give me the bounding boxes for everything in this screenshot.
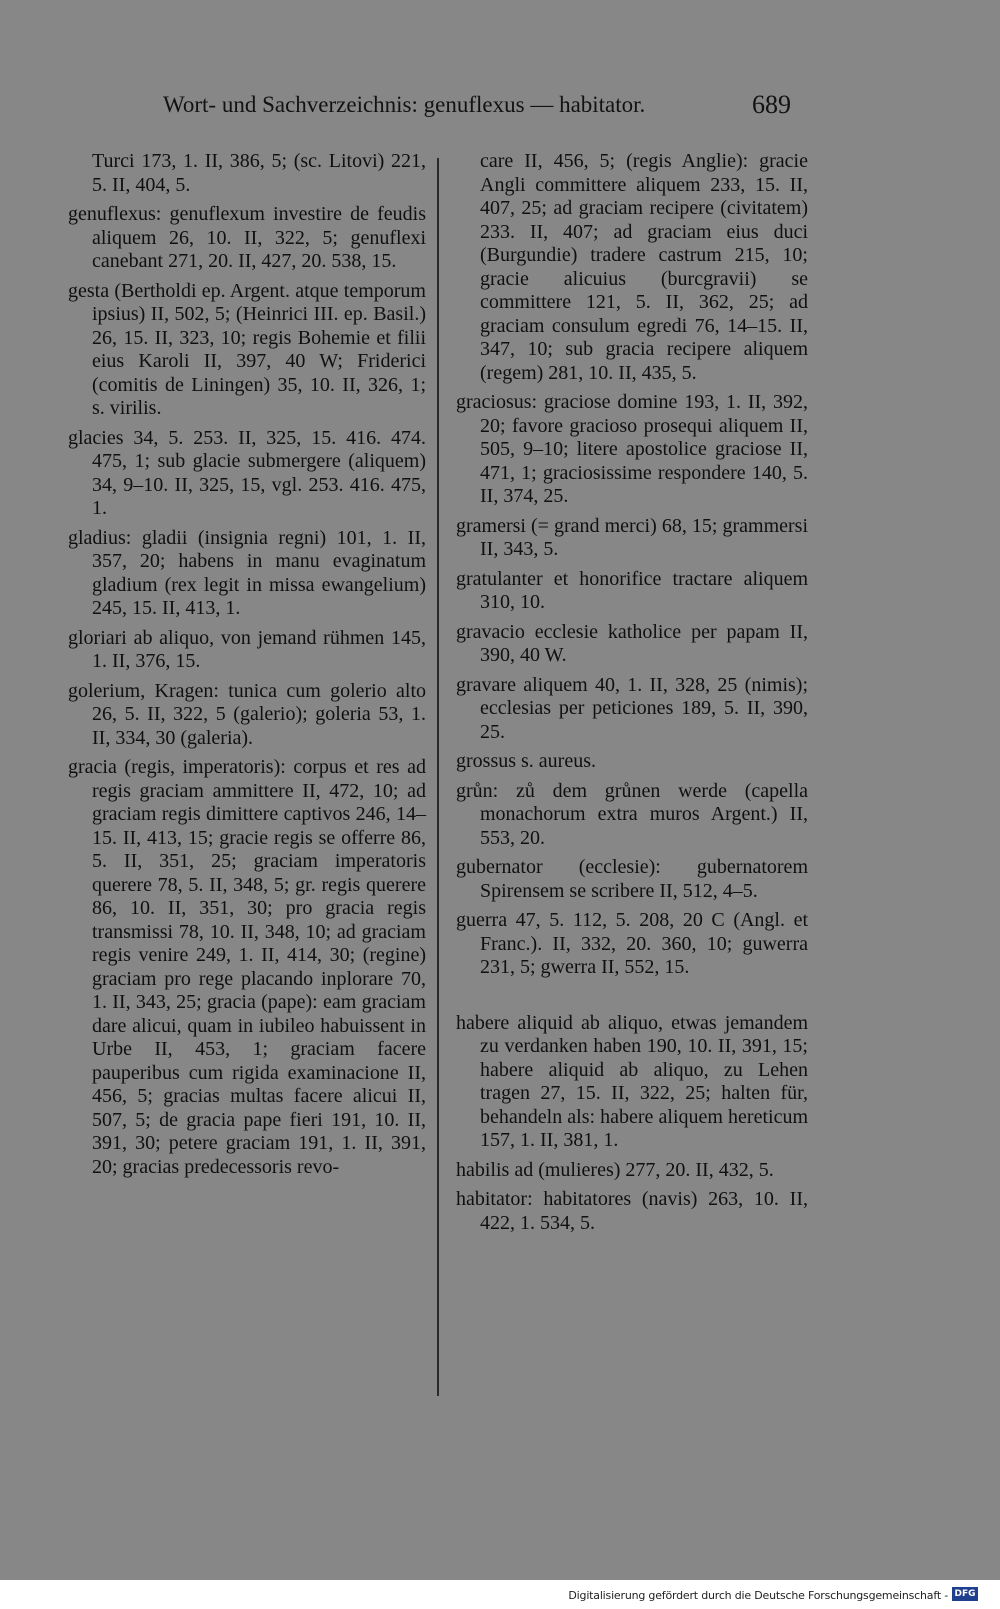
index-entry: gubernator (ecclesie): gubernatorem Spirensem se scribere II, 512, 4–5. (456, 856, 808, 902)
page-number: 689 (752, 90, 791, 119)
index-entry: gesta (Bertholdi ep. Argent. atque temporum ipsius) II, 502, 5; (Heinrici III. ep. Basil.) 26, 15. II, 323, 10; regis Bohemie et filii eius Karoli II, 397, 40 W; Friderici (comitis de Liningen) 35, 10. II, 326, 1; s. virilis. (68, 279, 426, 419)
running-head (0, 88, 1000, 128)
dfg-logo: DFG (952, 1587, 978, 1601)
index-entry: genuflexus: genuflexum investire de feudis aliquem 26, 10. II, 322, 5; genuflexi canebant 271, 20. II, 427, 20. 538, 15. (68, 203, 426, 272)
running-head-title: Wort- und Sachverzeichnis: genuflexus — habitator. (163, 92, 646, 117)
index-entry: habere aliquid ab aliquo, etwas jemandem zu verdanken haben 190, 10. II, 391, 15; habere aliquid ab aliquo, zu Lehen tragen 27, 15. II, 322, 25; halten für, behandeln als: habere aliquem hereticum 157, 1. II, 381, 1. (456, 1011, 808, 1151)
left-column (68, 150, 426, 1185)
index-entry: care II, 456, 5; (regis Anglie): gracie Angli committere aliquem 233, 15. II, 407, 25; ad graciam recipere (civitatem) 233. II, 407; ad graciam eius duci (Burgundie) tradere castrum 215, 10; gracie alicuius (burcgravii) se committere 121, 5. II, 362, 25; ad graciam consulum egredi 76, 14–15. II, 347, 10; sub gracia recipere aliquem (regem) 281, 10. II, 435, 5. (480, 150, 808, 384)
footer (0, 1580, 1000, 1609)
column-divider (437, 158, 439, 1396)
index-entry: grůn: zů dem grůnen werde (capella monachorum extra muros Argent.) II, 553, 20. (456, 779, 808, 849)
index-entry: guerra 47, 5. 112, 5. 208, 20 C (Angl. et Franc.). II, 332, 20. 360, 10; guwerra 231, 5; gwerra II, 552, 15. (456, 909, 808, 978)
index-entry: habitator: habitatores (navis) 263, 10. II, 422, 1. 534, 5. (456, 1188, 808, 1234)
index-entry: gracia (regis, imperatoris): corpus et res ad regis graciam ammittere II, 472, 10; ad graciam regis dimittere captivos 246, 14–15. II, 413, 15; gracie regis se offerre 86, 5. II, 351, 25; graciam imperatoris querere 78, 5. II, 348, 5; gr. regis querere 86, 10. II, 351, 30; pro gracia regis transmissi 78, 10. II, 348, 10; ad graciam regis venire 249, 1. II, 414, 30; (regine) graciam pro rege placando inplorare 70, 1. II, 343, 25; gracia (pape): eam graciam dare alicui, quam in iubileo habuissent in Urbe II, 453, 1; graciam facere pauperibus cum rigida examinacione II, 456, 5; gracias multas facere alicui II, 507, 5; de gracia pape fieri 191, 10. II, 391, 30; petere graciam 191, 1. II, 391, 20; gracias predecessoris revo- (68, 756, 426, 1178)
index-entry: gravacio ecclesie katholice per papam II, 390, 40 W. (456, 620, 808, 666)
index-entry: gratulanter et honorifice tractare aliquem 310, 10. (456, 567, 808, 613)
right-column (456, 150, 808, 1241)
index-entry: habilis ad (mulieres) 277, 20. II, 432, 5. (456, 1158, 774, 1181)
index-entry: gravare aliquem 40, 1. II, 328, 25 (nimis); ecclesias per peticiones 189, 5. II, 390, 25. (456, 673, 808, 743)
index-entry: gladius: gladii (insignia regni) 101, 1. II, 357, 20; habens in manu evaginatum gladium (rex legit in missa ewangelium) 245, 15. II, 413, 1. (68, 526, 426, 619)
index-entry: Turci 173, 1. II, 386, 5; (sc. Litovi) 221, 5. II, 404, 5. (92, 150, 426, 196)
index-entry: gramersi (= grand merci) 68, 15; grammersi II, 343, 5. (456, 514, 808, 560)
index-entry: gloriari ab aliquo, von jemand rühmen 145, 1. II, 376, 15. (68, 626, 426, 672)
index-entry: graciosus: graciose domine 193, 1. II, 392, 20; favore gracioso prosequi aliquem II, 505, 9–10; litere apostolice graciose II, 471, 1; graciosissime respondere 140, 5. II, 374, 25. (456, 391, 808, 507)
index-entry: glacies 34, 5. 253. II, 325, 15. 416. 474. 475, 1; sub glacie submergere (aliquem) 34, 9–10. II, 325, 15, vgl. 253. 416. 475, 1. (68, 426, 426, 519)
funding-credit: Digitalisierung gefördert durch die Deutsche Forschungsgemeinschaft - (568, 1589, 948, 1602)
index-entry: grossus s. aureus. (456, 750, 596, 772)
index-entry: golerium, Kragen: tunica cum golerio alto 26, 5. II, 322, 5 (galerio); goleria 53, 1. II, 334, 30 (galeria). (68, 679, 426, 749)
